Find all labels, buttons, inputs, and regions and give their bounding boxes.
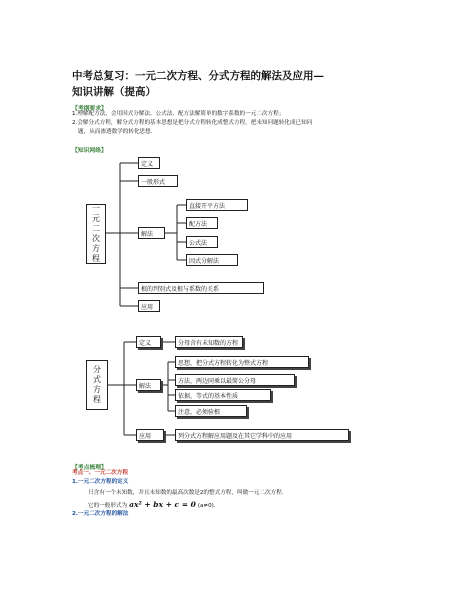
tree1-root-box xyxy=(86,204,106,264)
sub1-title: 1.一元二次方程的定义 xyxy=(72,479,129,485)
solution-idea: 思想，把分式方程转化为整式方程 xyxy=(175,356,309,368)
root-char: 元 xyxy=(92,214,100,223)
sub2-title: 2.一元二次方程的解法 xyxy=(72,511,129,517)
goals-header: 【考纲要求】 xyxy=(72,106,107,112)
tree1-application: 应用 xyxy=(138,300,160,312)
tree2-root-box xyxy=(86,360,108,410)
root-char: 方 xyxy=(93,385,101,394)
points-header: 【考点梳理】 xyxy=(72,465,107,471)
point1-title: 考点一、一元二次方程 xyxy=(72,470,128,476)
tree2-application: 应用 xyxy=(136,429,164,441)
root-char: 二 xyxy=(92,224,100,233)
tree2-definition: 定义 xyxy=(136,336,161,348)
solution-note: 注意，必须验根 xyxy=(175,405,247,417)
root-char: 分 xyxy=(93,365,101,374)
solution-basis: 依据，等式的基本性质 xyxy=(175,389,271,401)
root-char: 程 xyxy=(92,254,100,263)
tree1-definition: 定义 xyxy=(138,157,160,169)
general-form-prefix: 它的一般形式为 xyxy=(88,503,128,509)
tree2-definition-detail: 分母含有未知数的方程 xyxy=(175,336,243,348)
general-formula: ax² + bx + c = 0 xyxy=(129,500,196,509)
goal-item-2: 2.会解分式方程，解分式方程的基本思想是把分式方程转化成整式方程，把未知问题转化成已知问 xyxy=(72,120,313,126)
method-completing-square: 配方法 xyxy=(186,217,218,229)
doc-title-line2: 知识讲解（提高） xyxy=(72,86,156,98)
definition-text: 只含有一个未知数，并且未知数的最高次数是2的整式方程，叫做一元二次方程. xyxy=(88,490,284,496)
method-direct-root: 直接开平方法 xyxy=(186,199,248,211)
goal-item-1: 1.理解配方法，会用因式分解法、公式法、配方法解简单的数字系数的一元二次方程； xyxy=(72,111,285,117)
method-factoring: 因式分解法 xyxy=(186,254,238,266)
tree2-application-detail: 列分式方程解应用题及在其它学科中的应用 xyxy=(175,429,349,441)
general-condition: (a≠0). xyxy=(197,503,216,509)
root-char: 程 xyxy=(93,395,101,404)
root-char: 次 xyxy=(92,234,100,243)
network-header: 【知识网络】 xyxy=(72,148,107,154)
method-formula: 公式法 xyxy=(186,236,218,248)
root-char: 方 xyxy=(92,244,100,253)
tree1-general-form: 一般形式 xyxy=(138,175,178,187)
doc-title-line1: 中考总复习：一元二次方程、分式方程的解法及应用— xyxy=(72,70,324,82)
root-char: 一 xyxy=(92,204,100,213)
goal-item-3: 题，从而渗透数学的转化思想. xyxy=(78,129,153,135)
tree1-discriminant: 根的判别式及根与系数的关系 xyxy=(138,282,264,294)
tree1-solution: 解法 xyxy=(138,227,165,239)
tree2-solution: 解法 xyxy=(136,379,161,391)
general-form-line xyxy=(88,500,216,510)
solution-method: 方法，两边同乘以最简公分母 xyxy=(175,374,295,386)
root-char: 式 xyxy=(93,375,101,384)
